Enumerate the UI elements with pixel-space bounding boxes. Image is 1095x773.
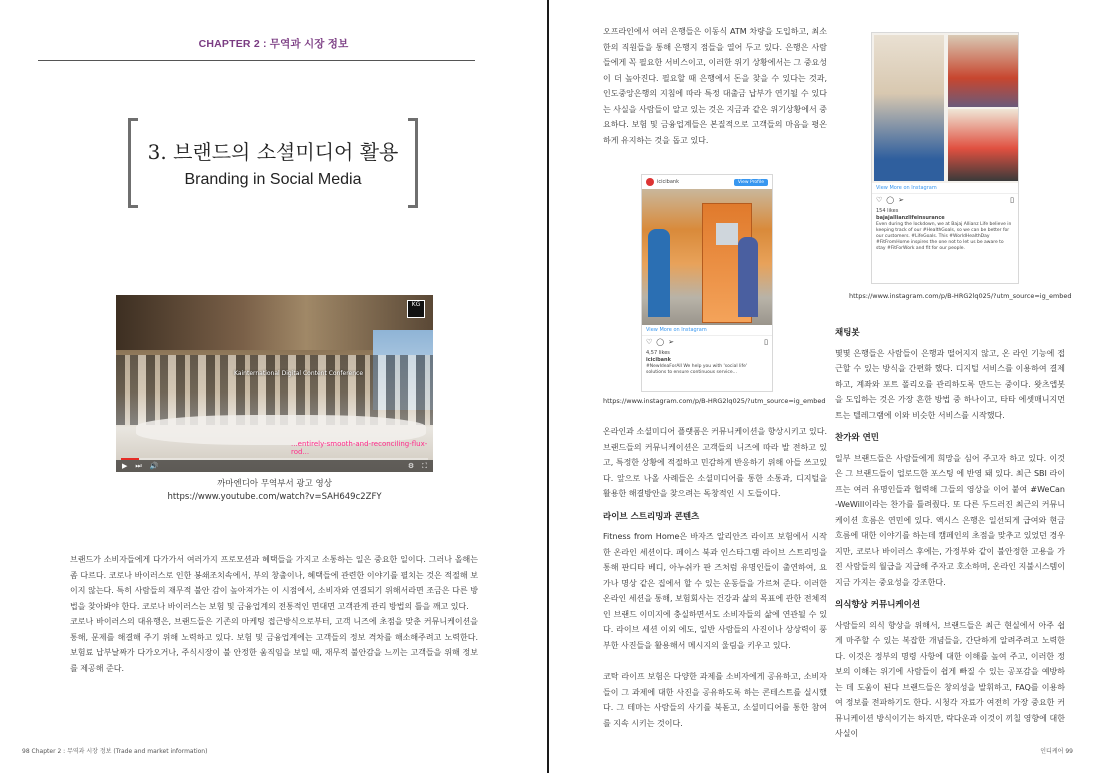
instagram-embed-icicibank[interactable]	[641, 174, 773, 392]
right-column-2	[835, 318, 1065, 742]
paragraph: Fitness from Home은 바자즈 알리안즈 라이프 보험에서 시작한 온라인 세션이다. 페이스 북과 인스타그램 라이브 스트리밍을 통해 판디타 베디, 아누쉬카 판 즈처럼 유명인들이 출연하여, 요가나 명상 같은 집에서 할 수 있는 운동들을 가르쳐 준다. 이러한 온라인 세션을 통해, 보험회사는 건강과 삶의 목표에 관한 전체적인 브랜드 이미지에 충실하면서도 소비자들의 삶에 연관될 수 있다. 라이브 세션 이외 에도, 일반 사람들의 사진이나 상상력이 풍부한 사진들을 활용해서 메시지의 울림을 키우고 있다.	[603, 532, 827, 650]
page-footer-right: 인디케어 99	[1040, 748, 1073, 755]
video-caption-title: 까마엔디아 무역부서 광고 영상	[217, 479, 332, 489]
paragraph: 온라인과 소셜미디어 플랫폼은 커뮤니케이션을 향상시키고 있다. 브랜드들의 커뮤니케이션은 고객들의 니즈에 따라 발 전하고 있고, 특정한 상황에 적절하고 민감하게 반응하기 위해 아들 쓰고있다. 앞으로 나올 사례들은 소셜미디어를 통한 소통과, 디지털을 활용한 해결방안을 찾으려는 독창적인 시 도들이다.	[603, 427, 827, 498]
bookmark-icon[interactable]: ▯	[1010, 196, 1014, 204]
instagram-header	[642, 175, 772, 189]
post-caption: #NewIdeaForAll We help you with 'social life' solutions to ensure continuous service...	[646, 364, 748, 375]
section-title-english: Branding in Social Media	[184, 171, 362, 188]
account-avatar	[646, 178, 654, 186]
instagram-actions	[642, 336, 772, 348]
volume-icon[interactable]: 🔊	[149, 462, 159, 470]
instagram-url-2[interactable]: https://www.instagram.com/p/B-HRG2lq025/?utm_source=ig_embed	[849, 292, 1072, 300]
video-overlay-text: Kainternational Digital Content Conference	[234, 370, 364, 377]
photo-tile-1	[874, 35, 944, 181]
account-name[interactable]: icicibank	[657, 179, 679, 185]
video-caption-url[interactable]: https://www.youtube.com/watch?v=SAH649c2ZFY	[167, 492, 382, 502]
paragraph: 오프라인에서 여러 은행들은 이동식 ATM 차량을 도입하고, 최소한의 직원들을 통해 은행지 점들을 열어 두고 있다. 은행은 사람들에게 꼭 필요한 서비스이고, 이러한 위기 상황에서는 그 중요성이 더 높아진다. 필요할 때 은행에서 돈을 찾을 수 있다는 것과, 인도중앙은행의 지침에 따라 특정 대출금 납부가 연기될 수 있다는 사실을 사람들이 알고 있는 것은 지금과 같은 위기상황에서 중요하다. 보험 및 금융업계들은 본질적으로 고객들의 마음을 평온하게 유지하는 것을 돕고 있다.	[603, 27, 827, 145]
right-column-1	[603, 24, 827, 148]
view-more-link[interactable]: View More on Instagram	[642, 325, 772, 336]
video-overlay-red-text: ...entirely-smooth-and-reconciling-flux-rod...	[291, 440, 428, 456]
subheading-live: 라이브 스트리밍과 콘텐츠	[603, 511, 700, 522]
atm-screen	[716, 223, 738, 245]
video-caption	[116, 478, 433, 504]
left-body-text	[70, 552, 478, 676]
paragraph: 브랜드가 소비자들에게 다가가서 여러가지 프로모션과 혜택들을 가지고 소통하는 일은 중요한 일이다. 그러나 올해는 좀 다르다. 코로나 바이러스로 인한 봉쇄조치속에서, 부의 창출이나, 혜택들에 관련한 이야기를 펼치는 것은 적절해 보이지 않는다. 특히 사람들의 재무적 불안 감이 높아져가는 이 시점에서, 소비자와 연결되기 위해서라면 조금은 다른 방법을 찾아봐야 한다. 코로나 바이러스는 보험 및 금융업계의 전통적인 면대면 고객관계 관리 방법의 틀을 깨고 있다.	[70, 555, 478, 611]
comment-icon[interactable]: ◯	[886, 196, 895, 204]
settings-icon[interactable]: ⚙	[407, 462, 415, 470]
video-player[interactable]	[116, 295, 433, 472]
paragraph: 사람들의 의식 향상을 위해서, 브랜드들은 최근 현실에서 아주 쉽게 마주할 수 있는 복잡한 개념들을, 간단하게 알려주려고 노력한다. 이것은 정부의 명령 사항에 대한 이해를 높여 주고, 이러한 정보의 이해는 위기에 사람들이 쉽게 빠질 수 있는 공포감을 예방하는 데 도움이 된다 브랜드들은 창의성을 발휘하고, FAQ를 이용하여 정보를 전파하기도 한다. 시청각 자료가 여전히 가장 중요한 커뮤니케이션 방식이기는 하지만, 락다운과 이것이 끼칠 영향에 대한 사실이	[835, 620, 1065, 738]
post-user[interactable]: icicibank	[646, 357, 671, 363]
left-page	[0, 0, 547, 773]
instagram-photo	[642, 189, 772, 325]
share-icon[interactable]: ➢	[668, 338, 674, 346]
heart-icon[interactable]: ♡	[646, 338, 653, 346]
instagram-url-1[interactable]: https://www.instagram.com/p/B-HRG2lq025/?utm_source=ig_embed	[603, 397, 826, 405]
play-icon[interactable]: ▶	[122, 462, 128, 470]
fullscreen-icon[interactable]: ⛶	[422, 461, 427, 470]
post-user[interactable]: bajajallianzlifeinsurance	[876, 215, 945, 221]
person-right	[738, 237, 758, 317]
paragraph: 코탁 라이프 보험은 다양한 과제를 소비자에게 공유하고, 소비자들이 그 과제에 대한 사진을 공유하도록 하는 콘테스트를 실시했다. 그 테마는 사람들의 사기를 북돋고, 소셜미디어를 통한 참여를 지속 시키는 것이다.	[603, 672, 827, 728]
paragraph: 일부 브랜드들은 사람들에게 희망을 심어 주고자 하고 있다. 이것은 그 브랜드들이 업로드한 포스팅 에 반영 돼 있다. 최근 SBI 라이프는 여러 유명인들과 협력해 그들의 영상을 이어 붙여 #WeCan -WeWill이라는 찬가를 틀려줬다. 또 다른 두드러진 최근의 커뮤니케이션 흐름은 연민에 있다. 액시스 은행은 일선되게 급여와 현금흐름에 대한 이야기를 하는데 캠페인의 초점을 맞추고 있었던 경우지만, 코로나 바이러스 후에는, 가정부와 같이 불안정한 고용을 가진 사람들의 월급을 지급해 주자고 호소하며, 온라인 지불시스템이 지금 가지는 중요성을 강조한다.	[835, 453, 1065, 587]
right-column-1-lower	[603, 424, 827, 731]
view-profile-button[interactable]: View Profile	[734, 179, 768, 186]
instagram-meta	[642, 348, 772, 378]
post-caption: Even during the lockdown, we at Bajaj Allianz Life believe in keeping track of our #HealthGoals, so we can be better for our customers. #LifeGoals. This #WorldHealthDay #FitFromHome inspires the one not to let us be aware to stay #FitForWork and fit for our people.	[876, 222, 1012, 251]
view-more-link[interactable]: View More on Instagram	[872, 183, 1018, 194]
photo-tile-2	[948, 35, 1018, 107]
comment-icon[interactable]: ◯	[656, 338, 665, 346]
paragraph: 몇몇 은행들은 사람들이 은행과 떨어지지 않고, 온 라인 기능에 접근할 수 있는 방식을 간편화 했다. 디지털 서비스를 이용하여 결제하고, 계좌와 포트 폴리오를 관리하도록 만드는 중이다. 왓츠앱봇을 도입하는 것은 가장 흔한 방법 중 하나이고, 타타 에셋매니지먼트는 텔레그램에 이와 비슷한 서비스를 시작했다.	[835, 348, 1065, 420]
section-title	[128, 118, 418, 208]
person-left	[648, 229, 670, 317]
header-rule	[38, 60, 475, 61]
video-controls	[116, 460, 433, 472]
subheading-chatbot: 채팅봇	[835, 328, 860, 338]
share-icon[interactable]: ➢	[898, 196, 904, 204]
likes-count: 4,57 likes	[646, 350, 670, 356]
heart-icon[interactable]: ♡	[876, 196, 883, 204]
instagram-actions	[872, 194, 1018, 206]
likes-count: 154 likes	[876, 208, 899, 214]
section-title-korean: 3. 브랜드의 소셜미디어 활용	[147, 140, 399, 164]
chapter-header: CHAPTER 2 : 무역과 시장 정보	[198, 38, 349, 50]
right-page	[549, 0, 1095, 773]
next-icon[interactable]: ⏭	[135, 461, 142, 470]
paragraph: 코로나 바이러스의 대유행은, 브랜드들은 기존의 마케팅 접근방식으로부터, 고객 니즈에 초점을 맞춘 커뮤니케이션을 통해, 문제를 해결해 주기 위해 노력하고 있다. 보험 및 금융업계에는 고객들의 정보 격차를 해소해주려고 노력한다. 보험료 납부날짜가 다가오거나, 주식시장이 불 안정한 움직임을 보일 때, 재무적 불안감을 느끼는 고객들을 위해 정보를 제공해 준다.	[70, 617, 478, 673]
instagram-photo-grid	[872, 33, 1018, 183]
bookmark-icon[interactable]: ▯	[764, 338, 768, 346]
subheading-praise: 찬가와 연민	[835, 433, 880, 443]
subheading-awareness: 의식향상 커뮤니케이션	[835, 600, 921, 610]
page-footer-left: 98 Chapter 2 : 무역과 시장 정보 (Trade and market information)	[22, 748, 208, 755]
instagram-meta	[872, 206, 1018, 254]
video-logo: KG	[407, 300, 425, 318]
instagram-embed-bajaj[interactable]	[871, 32, 1019, 284]
photo-tile-3	[948, 109, 1018, 181]
